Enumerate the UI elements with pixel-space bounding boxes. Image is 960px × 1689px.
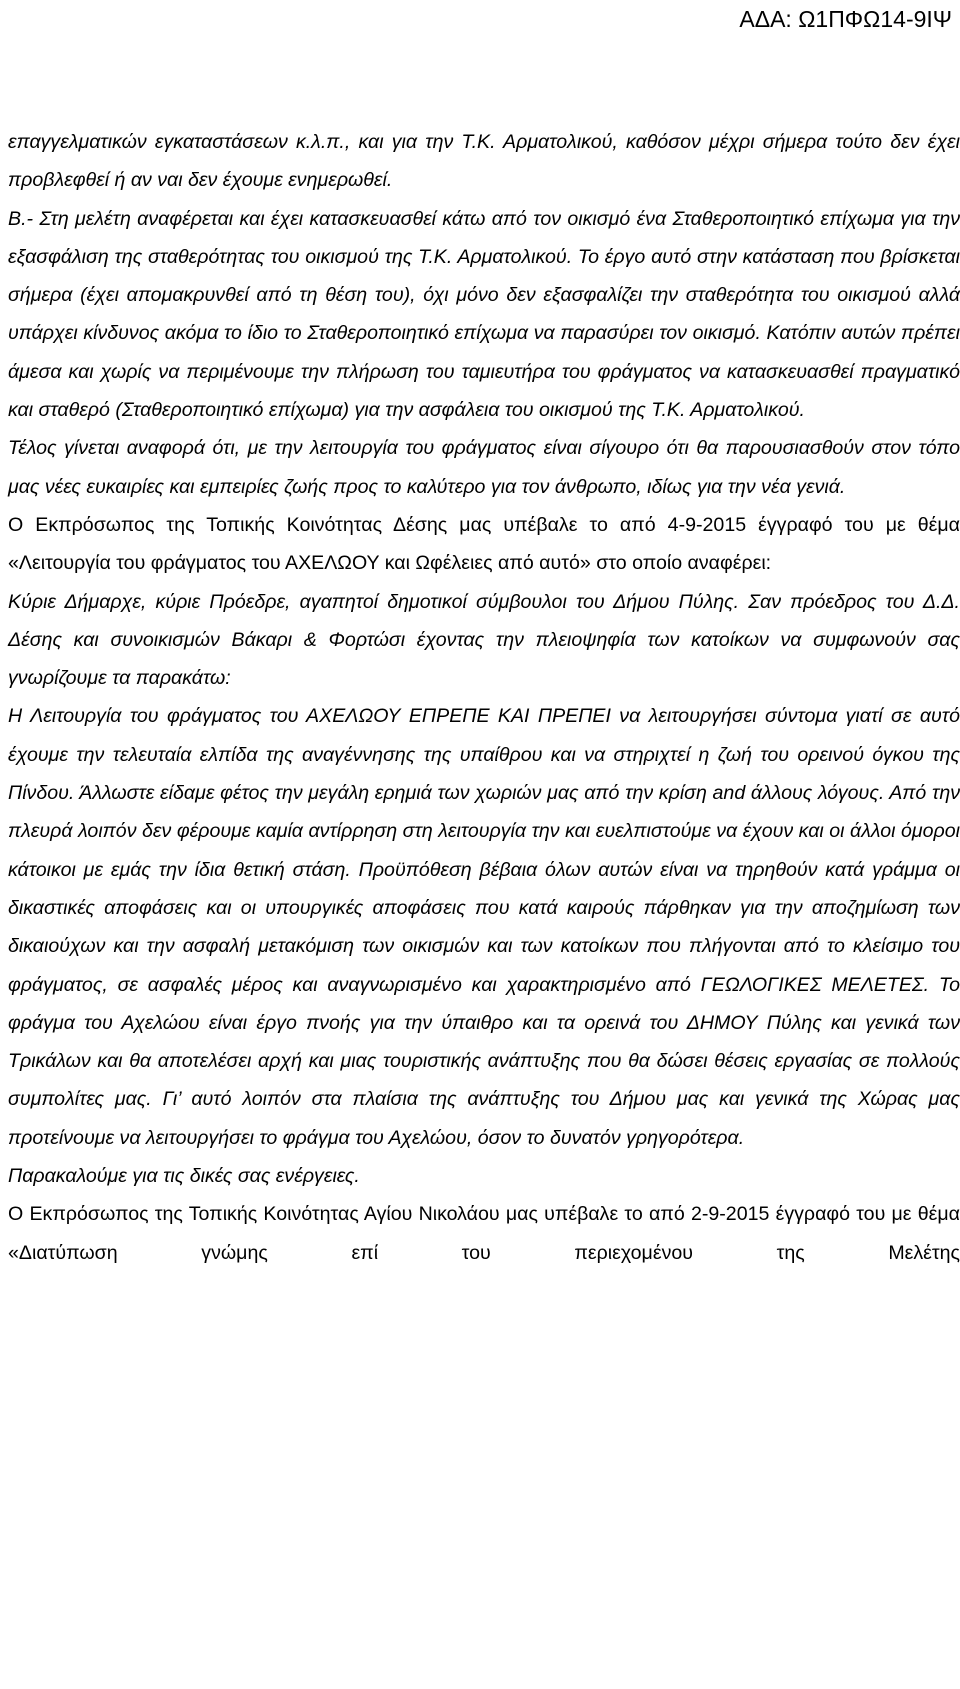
paragraph-dam-operation: Η Λειτουργία του φράγματος του ΑΧΕΛΩΟΥ ΕΠΡΕΠΕ ΚΑΙ ΠΡΕΠΕΙ να λειτουργήσει σύντομα γιατί σε αυτό έχουμε την τελευταία ελπίδα της αναγέννησης της υπαίθρου και να στηριχτεί η ζωή του ορεινού όγκου της Πίνδου. Άλλωστε είδαμε φέτος την μεγάλη ερημιά των χωριών μας από την κρίση and άλλους λόγους. Από την πλευρά λοιπόν δεν φέρουμε καμία αντίρρηση στη λειτουργία την και ευελπιστούμε να έχουν και οι άλλοι όμοροι κάτοικοι με εμάς την ίδια θετική στάση. Προϋπόθεση βέβαια όλων αυτών είναι να τηρηθούν κατά γράμμα οι δικαστικές αποφάσεις και οι υπουργικές αποφάσεις που κατά καιρούς πάρθηκαν για την αποζημίωση των δικαιούχων και την ασφαλή μετακόμιση των οικισμών και των κατοίκων που πλήγονται από το κλείσιμο του φράγματος, σε ασφαλές μέρος και αναγνωρισμένο και χαρακτηρισμένο από ΓΕΩΛΟΓΙΚΕΣ ΜΕΛΕΤΕΣ. Το φράγμα του Αχελώου είναι έργο πνοής για την ύπαιθρο και τα ορεινά του ΔΗΜΟΥ Πύλης και γενικά των Τρικάλων και θα αποτελέσει αρχή και μιας τουριστικής ανάπτυξης που θα δώσει θέσεις εργασίας σε πολλούς συμπολίτες μας. Γι’ αυτό λοιπόν στα πλαίσια της ανάπτυξης του Δήμου μας και γενικά της Χώρας μας προτείνουμε να λειτουργήσει το φράγμα του Αχελώου, όσον το δυνατόν γρηγορότερα. [8, 705, 960, 1149]
paragraph-desi-representative-intro: Ο Εκπρόσωπος της Τοπικής Κοινότητας Δέσης μας υπέβαλε το από 4-9-2015 έγγραφό του με θέμα «Λειτουργία του φράγματος του ΑΧΕΛΩΟΥ και Ωφέλειες από αυτό» στο οποίο αναφέρει: [8, 513, 960, 575]
document-body [8, 123, 960, 1272]
ada-code: ΑΔΑ: Ω1ΠΦΩ14-9ΙΨ [739, 6, 952, 32]
paragraph-new-opportunities: Τέλος γίνεται αναφορά ότι, με την λειτουργία του φράγματος είναι σίγουρο ότι θα παρουσιασθούν στον τόπο μας νέες ευκαιρίες και εμπειρίες ζωής προς το καλύτερο για τον άνθρωπο, ιδίως για την νέα γενιά. [8, 437, 960, 498]
paragraph-request-actions: Παρακαλούμε για τις δικές σας ενέργειες. [8, 1165, 360, 1188]
paragraph-professional-installations: επαγγελματικών εγκαταστάσεων κ.λ.π., και για την Τ.Κ. Αρματολικού, καθόσον μέχρι σήμερα τούτο δεν έχει προβλεφθεί ή αν ναι δεν έχουμε ενημερωθεί. [8, 131, 960, 192]
paragraph-desi-address: Κύριε Δήμαρχε, κύριε Πρόεδρε, αγαπητοί δημοτικοί σύμβουλοι του Δήμου Πύλης. Σαν πρόεδρος του Δ.Δ. Δέσης και συνοικισμών Βάκαρι & Φορτώσι έχοντας την πλειοψηφία των κατοίκων να συμφωνούν σας γνωρίζουμε τα παρακάτω: [8, 590, 960, 690]
paragraph-stabilizing-embankment: Β.- Στη μελέτη αναφέρεται και έχει κατασκευασθεί κάτω από τον οικισμό ένα Σταθεροποιητικό επίχωμα για την εξασφάλιση της σταθερότητας του οικισμού της Τ.Κ. Αρματολικού. Το έργο αυτό στην κατάσταση που βρίσκεται σήμερα (έχει απομακρυνθεί από τη θέση του), όχι μόνο δεν εξασφαλίζει την σταθερότητα του οικισμού αλλά υπάρχει κίνδυνος ακόμα το ίδιο το Σταθεροποιητικό επίχωμα να παρασύρει τον οικισμό. Κατόπιν αυτών πρέπει άμεσα και χωρίς να περιμένουμε την πλήρωση του ταμιευτήρα του φράγματος να κατασκευασθεί πραγματικό και σταθερό (Σταθεροποιητικό επίχωμα) για την ασφάλεια του οικισμού της Τ.Κ. Αρματολικού. [8, 207, 960, 422]
paragraph-agios-nikolaos-intro: Ο Εκπρόσωπος της Τοπικής Κοινότητας Αγίου Νικολάου μας υπέβαλε το από 2-9-2015 έγγραφό του με θέμα «Διατύπωση γνώμης επί του περιεχομένου της Μελέτης [8, 1203, 960, 1264]
